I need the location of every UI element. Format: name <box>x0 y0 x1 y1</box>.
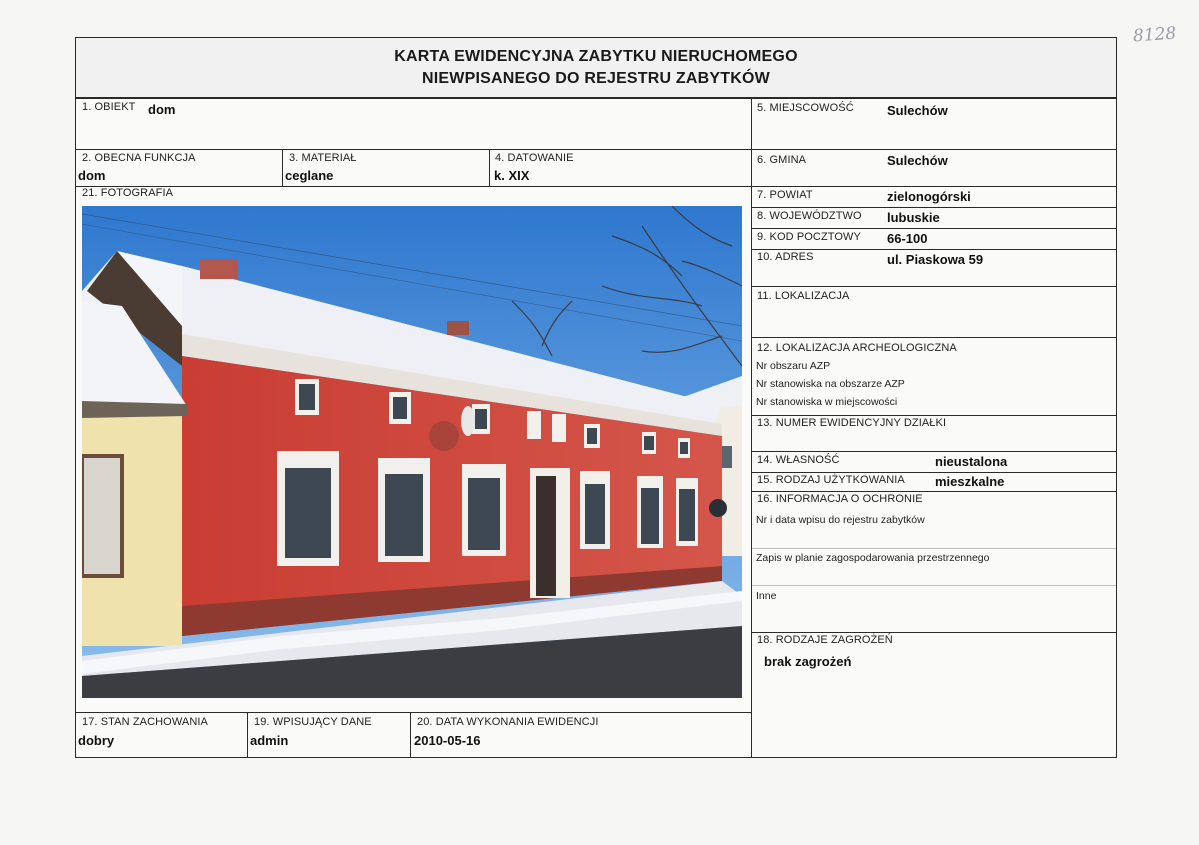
label-ochrona: 16. INFORMACJA O OCHRONIE <box>757 493 923 505</box>
card-title-line1: KARTA EWIDENCYJNA ZABYTKU NIERUCHOMEGO <box>394 48 798 65</box>
label-powiat: 7. POWIAT <box>757 189 813 201</box>
archeo-azp-site: Nr stanowiska na obszarze AZP <box>756 378 905 390</box>
field-powiat <box>751 186 1117 208</box>
building-photograph <box>82 206 742 698</box>
field-funkcja <box>75 149 283 187</box>
label-gmina: 6. GMINA <box>757 154 807 166</box>
value-miejscowosc: Sulechów <box>887 103 948 118</box>
ochrona-divider-1 <box>752 548 1116 549</box>
field-gmina <box>751 149 1117 187</box>
label-archeo: 12. LOKALIZACJA ARCHEOLOGICZNA <box>757 342 957 354</box>
label-funkcja: 2. OBECNA FUNKCJA <box>82 152 196 164</box>
label-miejscowosc: 5. MIEJSCOWOŚĆ <box>757 102 854 114</box>
ochrona-registry-entry: Nr i data wpisu do rejestru zabytków <box>756 514 925 526</box>
card-header <box>75 37 1117 98</box>
field-uzytkowanie <box>751 472 1117 492</box>
label-adres: 10. ADRES <box>757 251 814 263</box>
archeo-azp-area: Nr obszaru AZP <box>756 360 831 372</box>
field-lokalizacja <box>751 286 1117 338</box>
field-obiekt <box>75 98 752 150</box>
value-datowanie: k. XIX <box>494 168 530 183</box>
label-zagrozenia: 18. RODZAJE ZAGROŻEŃ <box>757 634 893 646</box>
field-wojewodztwo <box>751 207 1117 229</box>
field-archeo <box>751 337 1117 416</box>
label-fotografia: 21. FOTOGRAFIA <box>82 187 174 199</box>
field-adres <box>751 249 1117 287</box>
field-datowanie <box>489 149 752 187</box>
label-obiekt: 1. OBIEKT <box>82 101 136 113</box>
label-stan: 17. STAN ZACHOWANIA <box>82 716 208 728</box>
value-adres: ul. Piaskowa 59 <box>887 252 984 267</box>
value-material: ceglane <box>285 168 334 183</box>
value-funkcja: dom <box>78 168 106 183</box>
value-powiat: zielonogórski <box>887 189 971 204</box>
value-gmina: Sulechów <box>887 153 948 168</box>
value-zagrozenia: brak zagrożeń <box>764 654 852 669</box>
value-wpisujacy: admin <box>250 733 289 748</box>
ochrona-other: Inne <box>756 590 777 602</box>
value-uzytkowanie: mieszkalne <box>935 474 1005 489</box>
label-lokalizacja: 11. LOKALIZACJA <box>757 290 850 302</box>
card-title-line2: NIEWPISANEGO DO REJESTRU ZABYTKÓW <box>422 70 770 87</box>
label-wlasnosc: 14. WŁASNOŚĆ <box>757 454 840 466</box>
ochrona-spatial-plan: Zapis w planie zagospodarowania przestrzennego <box>756 552 990 564</box>
field-stan <box>75 712 248 758</box>
label-dzialka: 13. NUMER EWIDENCYJNY DZIAŁKI <box>757 417 947 429</box>
value-wlasnosc: nieustalona <box>935 454 1008 469</box>
handwritten-number: 8128 <box>1132 23 1177 47</box>
archeo-town-site: Nr stanowiska w miejscowości <box>756 396 898 408</box>
label-data: 20. DATA WYKONANIA EWIDENCJI <box>417 716 599 728</box>
field-zagrozenia <box>751 632 1117 758</box>
value-stan: dobry <box>78 733 115 748</box>
label-uzytkowanie: 15. RODZAJ UŻYTKOWANIA <box>757 474 905 486</box>
label-datowanie: 4. DATOWANIE <box>495 152 574 164</box>
label-wojewodztwo: 8. WOJEWÓDZTWO <box>757 210 862 222</box>
field-data <box>410 712 752 758</box>
ochrona-divider-2 <box>752 585 1116 586</box>
field-wpisujacy <box>247 712 411 758</box>
field-material <box>282 149 490 187</box>
field-wlasnosc <box>751 451 1117 473</box>
value-obiekt: dom <box>148 102 176 117</box>
label-wpisujacy: 19. WPISUJĄCY DANE <box>254 716 372 728</box>
label-material: 3. MATERIAŁ <box>289 152 357 164</box>
field-dzialka <box>751 415 1117 452</box>
value-data: 2010-05-16 <box>414 733 481 748</box>
value-wojewodztwo: lubuskie <box>887 210 940 225</box>
field-ochrona <box>751 491 1117 633</box>
field-kod <box>751 228 1117 250</box>
field-miejscowosc <box>751 98 1117 150</box>
value-kod: 66-100 <box>887 231 928 246</box>
label-kod: 9. KOD POCZTOWY <box>757 231 861 243</box>
